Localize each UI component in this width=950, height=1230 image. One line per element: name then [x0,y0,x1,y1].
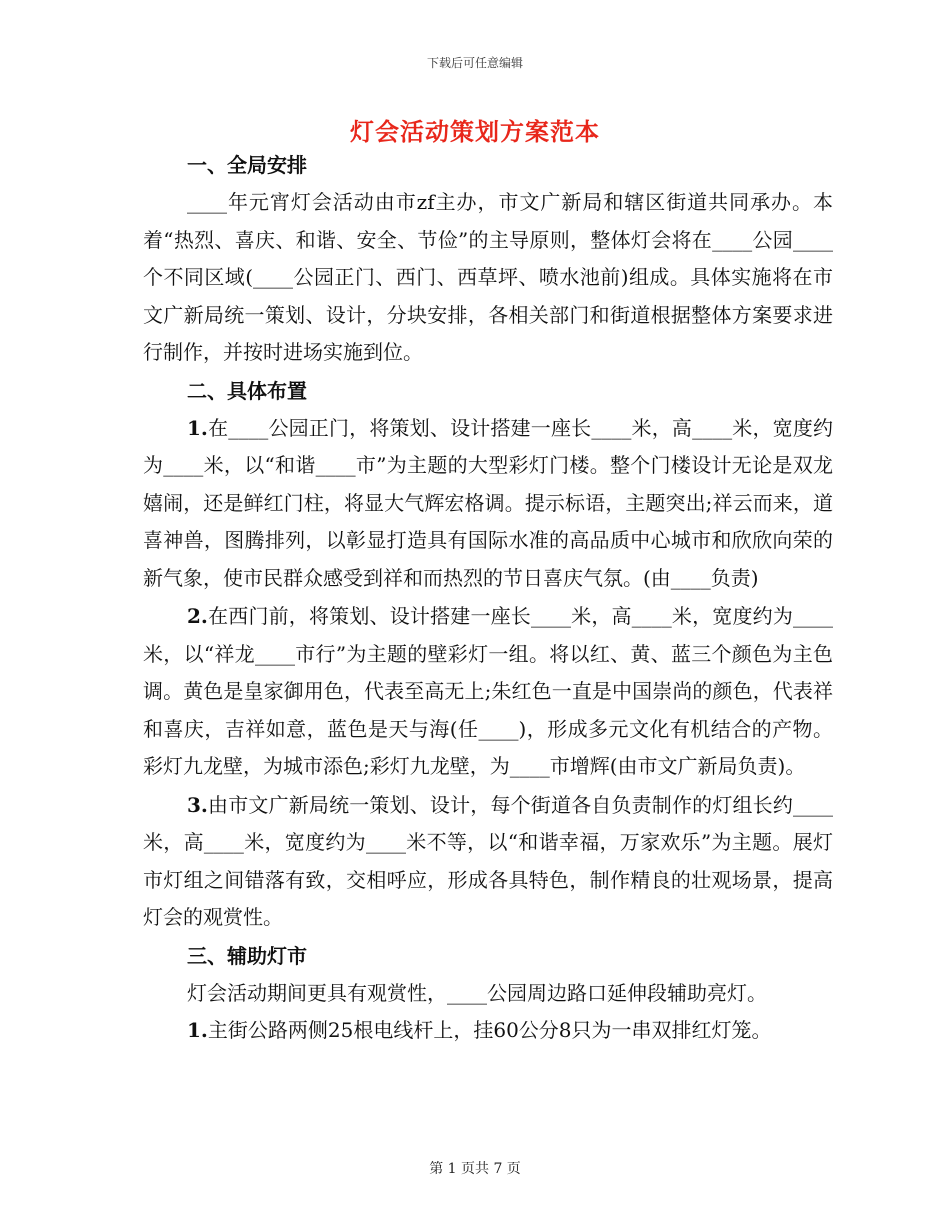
item-text: 在西门前，将策划、设计搭建一座长____米，高____米，宽度约为____米，以“祥龙____市行”为主题的壁彩灯一组。将以红、黄、蓝三个颜色为主色调。黄色是皇家御用色，代表至高无上;朱红色一直是中国崇尚的颜色，代表祥和喜庆，吉祥如意，蓝色是天与海(任____)，形成多元文化有机结合的产物。彩灯九龙壁，为城市添色;彩灯九龙壁，为____市增辉(由市文广新局负责)。 [143,604,833,778]
list-item-auxiliary-1 [143,1012,833,1050]
section-heading-overall: 一、全局安排 [187,153,307,177]
item-text: 主街公路两侧25根电线杆上，挂60公分8只为一串双排红灯笼。 [207,1018,772,1042]
paragraph-overall: ____年元宵灯会活动由市zf主办，市文广新局和辖区街道共同承办。本着“热烈、喜庆、和谐、安全、节俭”的主导原则，整体灯会将在____公园____个不同区域(____公园正门、西门、西草坪、喷水池前)组成。具体实施将在市文广新局统一策划、设计，分块安排，各相关部门和街道根据整体方案要求进行制作，并按时进场实施到位。 [143,190,833,364]
item-number: 1. [187,415,208,440]
list-item-layout-1 [143,410,833,598]
document-title: 灯会活动策划方案范本 [350,117,600,146]
list-item-layout-3 [143,787,833,937]
item-text: 在____公园正门，将策划、设计搭建一座长____米，高____米，宽度约为____米，以“和谐____市”为主题的大型彩灯门楼。整个门楼设计无论是双龙嬉闹，还是鲜红门柱，将显大气辉宏格调。提示标语，主题突出;祥云而来，道喜神兽，图腾排列，以彰显打造具有国际水准的高品质中心城市和欣欣向荣的新气象，使市民群众感受到祥和而热烈的节日喜庆气氛。(由____负责) [143,415,833,590]
item-number: 3. [187,792,208,817]
item-number: 2. [187,604,208,628]
list-item-layout-2 [143,598,833,786]
item-number: 1. [187,1018,208,1042]
header-note: 下载后可任意编辑 [426,56,523,70]
paragraph-auxiliary: 灯会活动期间更具有观赏性，____公园周边路口延伸段辅助亮灯。 [187,980,767,1005]
page-footer: 第 1 页共 7 页 [429,1161,521,1177]
section-heading-auxiliary: 三、辅助灯市 [187,943,307,968]
document-body [143,146,833,1050]
item-text: 由市文广新局统一策划、设计，每个街道各自负责制作的灯组长约____米，高____米，宽度约为____米不等，以“和谐幸福，万家欢乐”为主题。展灯市灯组之间错落有致，交相呼应，形成各具特色，制作精良的壮观场景，提高灯会的观赏性。 [143,792,833,929]
section-heading-layout: 二、具体布置 [187,378,307,403]
